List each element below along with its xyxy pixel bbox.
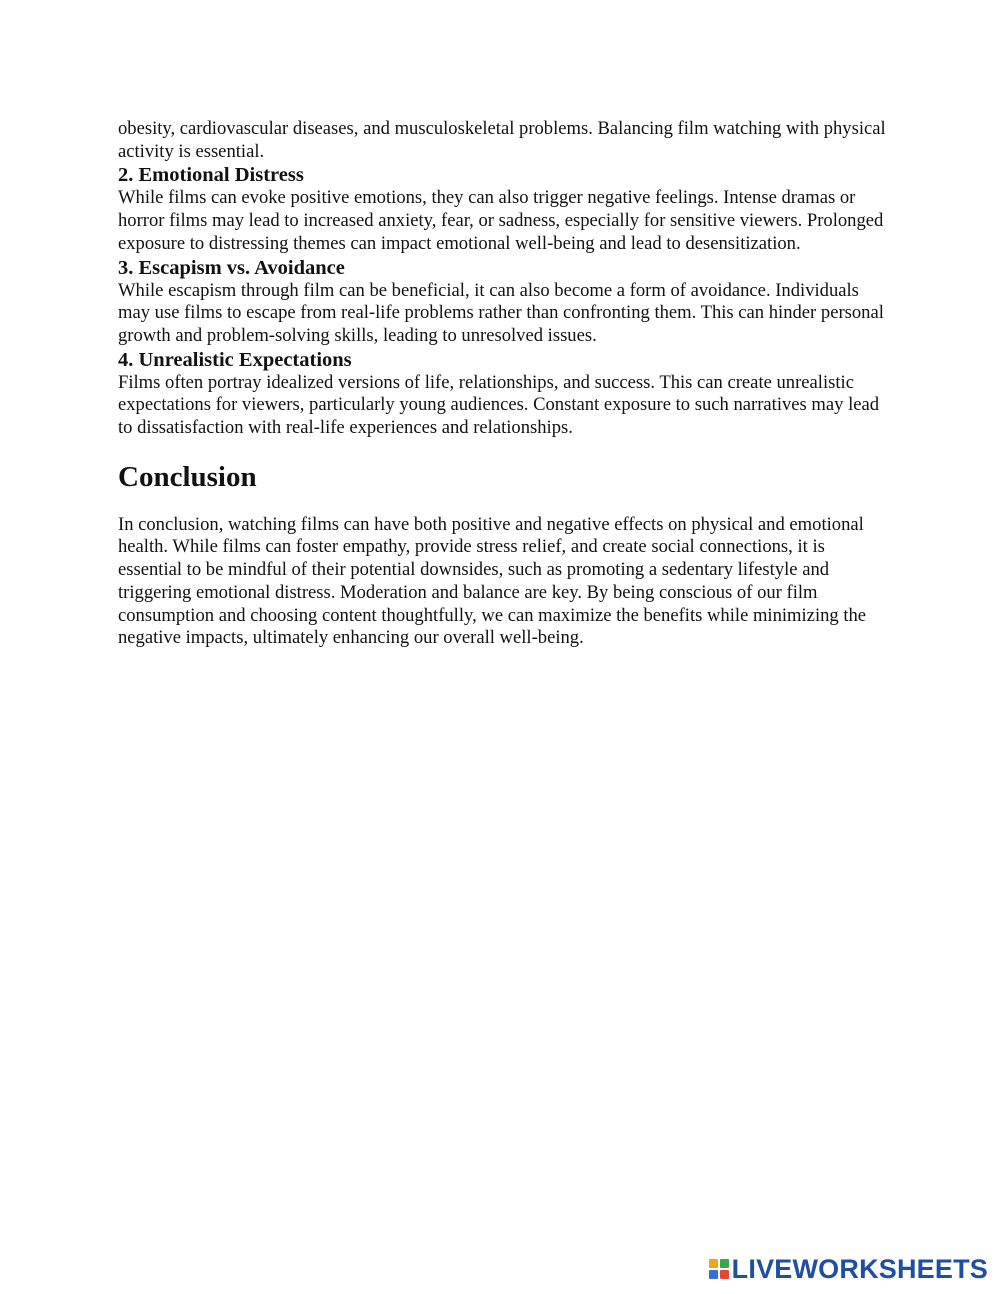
- conclusion-text: In conclusion, watching films can have both positive and negative effects on physical and emotional health. While films can foster empathy, provide stress relief, and create social connections, it is essential to be mindful of their potential downsides, such as promoting a sedentary lifestyle and triggering emotional distress. Moderation and balance are key. By being conscious of our film consumption and choosing content thoughtfully, we can maximize the benefits while minimizing the negative impacts, ultimately enhancing our overall well-being.: [118, 513, 867, 649]
- section-text-escapism: While escapism through film can be beneficial, it can also become a form of avoidance. Individuals may use films to escape from real-life problems rather than confronting them. This can hinder personal growth and problem-solving skills, leading to unresolved issues.: [118, 279, 884, 346]
- section-heading-escapism: 3. Escapism vs. Avoidance: [118, 256, 345, 279]
- logo-square-1: [709, 1259, 718, 1268]
- liveworksheets-logo-icon: [709, 1259, 729, 1279]
- intro-paragraph: obesity, cardiovascular diseases, and musculoskeletal problems. Balancing film watching with physical activity is essential.: [118, 118, 886, 162]
- logo-square-3: [709, 1270, 718, 1279]
- section-text-emotional-distress: While films can evoke positive emotions, they can also trigger negative feelings. Intense dramas or horror films may lead to increased anxiety, fear, or sadness, especially for sensitive viewers. Prolonged exposure to distressing themes can impact emotional well-being and lead to desensitization.: [118, 187, 884, 254]
- logo-square-4: [720, 1270, 729, 1279]
- section-heading-emotional-distress: 2. Emotional Distress: [118, 164, 304, 187]
- liveworksheets-wordmark: LIVEWORKSHEETS: [731, 1253, 988, 1284]
- section-heading-unrealistic-expectations: 4. Unrealistic Expectations: [118, 348, 352, 371]
- section-text-unrealistic-expectations: Films often portray idealized versions of life, relationships, and success. This can create unrealistic expectations for viewers, particularly young audiences. Constant exposure to such narratives may lead to dissatisfaction with real-life experiences and relationships.: [118, 371, 880, 439]
- liveworksheets-brand[interactable]: [709, 1253, 988, 1284]
- conclusion-heading: Conclusion: [118, 460, 257, 493]
- document-page: [118, 118, 888, 650]
- logo-square-2: [720, 1259, 729, 1268]
